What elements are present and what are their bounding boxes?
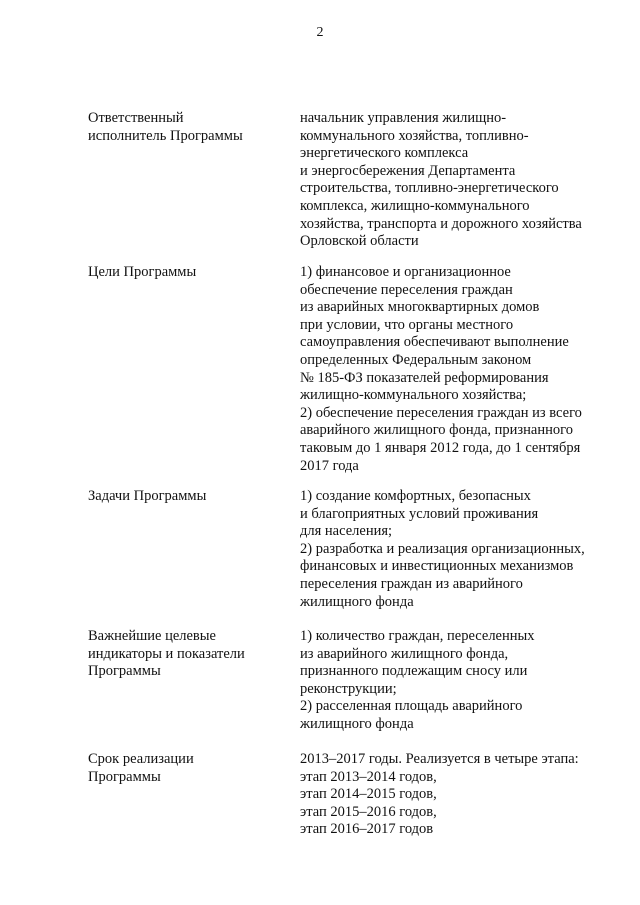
value-line: для населения; [300, 523, 393, 540]
row-label [88, 110, 288, 145]
value-line: комплекса, жилищно-коммунального [300, 197, 530, 214]
value-line: из аварийного жилищного фонда, [300, 645, 509, 662]
label-line: индикаторы и показатели [88, 645, 245, 662]
value-line: жилищного фонда [300, 715, 414, 732]
value-line: и благоприятных условий проживания [300, 505, 539, 522]
row-label [88, 751, 288, 786]
value-line: коммунального хозяйства, топливно- [300, 127, 529, 144]
value-line: таковым до 1 января 2012 года, до 1 сентября [300, 439, 581, 456]
label-line: Программы [88, 768, 161, 785]
label-line: Задачи Программы [88, 488, 207, 504]
row-label [88, 628, 288, 681]
value-line: Орловской области [300, 233, 419, 250]
value-line: № 185-ФЗ показателей реформирования [300, 369, 549, 386]
value-line: из аварийных многоквартирных домов [300, 299, 540, 316]
value-line: реконструкции; [300, 680, 397, 697]
value-line: 2) расселенная площадь аварийного [300, 698, 523, 715]
label-line: Срок реализации [88, 751, 194, 767]
row-label [88, 264, 288, 282]
page-number: 2 [316, 25, 324, 40]
value-line: 2013–2017 годы. Реализуется в четыре этапа: [300, 751, 579, 767]
value-line: аварийного жилищного фонда, признанного [300, 422, 573, 439]
value-line: строительства, топливно-энергетического [300, 180, 559, 197]
value-line: при условии, что органы местного [300, 316, 514, 333]
value-line: 2) разработка и реализация организационных, [300, 540, 585, 557]
label-line: Программы [88, 663, 161, 680]
label-line: Ответственный [88, 110, 184, 126]
value-line: этап 2016–2017 годов [300, 821, 434, 838]
value-line: определенных Федеральным законом [300, 351, 532, 368]
value-line: этап 2013–2014 годов, [300, 768, 437, 785]
value-line: жилищного фонда [300, 593, 414, 610]
value-line: энергетического комплекса [300, 145, 469, 162]
value-line: 2) обеспечение переселения граждан из всего [300, 404, 582, 421]
value-line: 1) создание комфортных, безопасных [300, 488, 531, 504]
value-line: переселения граждан из аварийного [300, 575, 523, 592]
row-value [300, 110, 610, 251]
label-line: исполнитель Программы [88, 127, 243, 144]
value-line: этап 2014–2015 годов, [300, 786, 437, 803]
row-value [300, 488, 610, 611]
label-line: Цели Программы [88, 264, 197, 280]
value-line: этап 2015–2016 годов, [300, 803, 437, 820]
value-line: 1) финансовое и организационное [300, 264, 511, 280]
row-value [300, 628, 610, 734]
value-line: обеспечение переселения граждан [300, 281, 513, 298]
row-value [300, 751, 610, 839]
value-line: начальник управления жилищно- [300, 110, 507, 126]
row-value [300, 264, 610, 475]
value-line: финансовых и инвестиционных механизмов [300, 558, 574, 575]
value-line: хозяйства, транспорта и дорожного хозяйства [300, 215, 582, 232]
value-line: признанного подлежащим сносу или [300, 663, 528, 680]
value-line: самоуправления обеспечивают выполнение [300, 334, 569, 351]
row-label [88, 488, 288, 506]
label-line: Важнейшие целевые [88, 628, 216, 644]
value-line: 2017 года [300, 457, 359, 474]
value-line: 1) количество граждан, переселенных [300, 628, 535, 644]
value-line: и энергосбережения Департамента [300, 162, 516, 179]
value-line: жилищно-коммунального хозяйства; [300, 387, 527, 404]
